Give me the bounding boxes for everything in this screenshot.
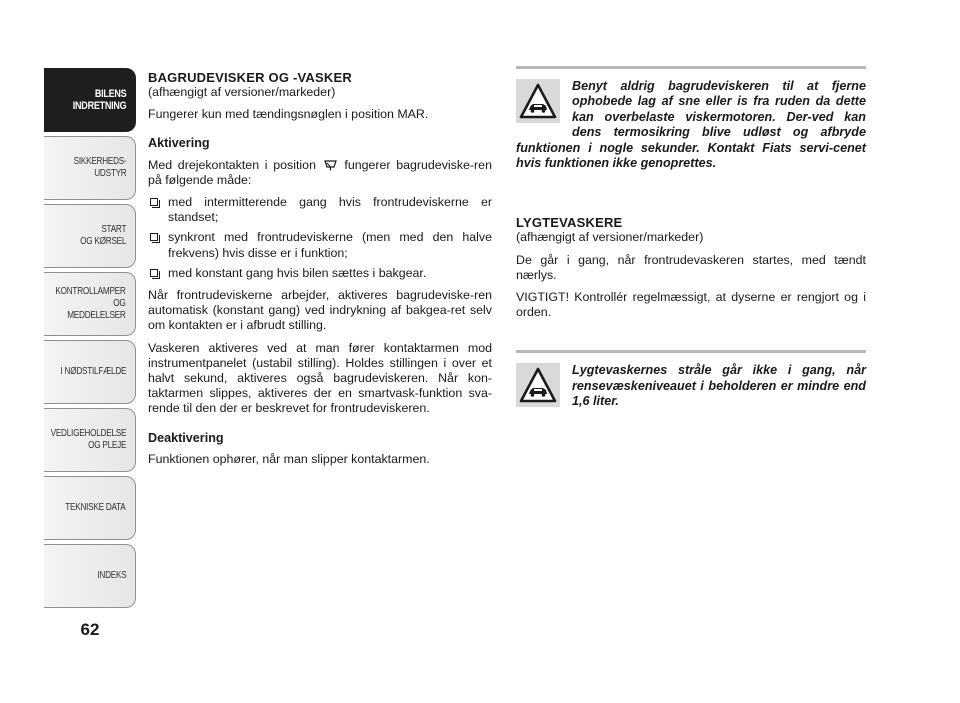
tab-tekniske-data[interactable] [44,476,136,540]
tab-i-nodstilfaelde[interactable] [44,340,136,404]
page-number: 62 [80,620,100,639]
activation-text-a: Med drejekontakten i position [148,157,316,172]
warning-text: Benyt aldrig bagrudeviskeren til at fjerne ophobede lag af sne eller is fra ruden da dette kan overbelaste viskermotoren. Der-ved kan dens termosikring blive udløst og afbryde funktionen i nogle sekunder. Kontakt Fiats servi-cenet hvis funktionen ikke genoprettes. [516,79,866,171]
rear-wiper-section [148,70,492,474]
headlamp-washer-text: De går i gang, når frontrudevaskeren startes, med tændt nærlys. [516,252,866,282]
tab-label: START OG KØRSEL [79,224,126,247]
checkbox-bullet-icon [150,233,158,241]
chapter-sidebar [44,68,136,612]
checkbox-bullet-icon [150,269,158,277]
deactivation-text: Funktionen ophører, når man slipper kontaktarmen. [148,451,430,466]
tab-label: SIKKERHEDS- UDSTYR [73,156,126,179]
list-item [148,230,492,260]
warning-text: Lygtevaskernes stråle går ikke i gang, når rensevæskeniveauet i beholderen er mindre end 1,6 liter. [572,363,866,409]
tab-label: INDEKS [96,570,126,581]
car-triangle-warning-icon [516,79,560,123]
paragraph-reverse-gear: Når frontrudeviskerne arbejder, aktiveres bagrudeviske-ren automatisk (konstant gang) ved indrykning af bakgea-ret selv om kontakten er i afbrudt stilling. [148,288,492,333]
headlamp-washer-title: LYGTEVASKERE [516,215,623,231]
tab-indeks[interactable] [44,544,136,608]
tab-label: TEKNISKE DATA [65,502,126,513]
tab-sikkerhedsudstyr[interactable] [44,136,136,200]
paragraph-washer: Vaskeren aktiveres ved at man fører kontaktarmen mod instrumentpanelet (ustabil stilling). Holdes stillingen i over et halvt sekund, aktiveres også bagrudeviskeren. Når kon-taktarmen slippes, aktiveres der en smartvask-funktion sva-rende til den der er beskrevet for frontrudeviskeren. [148,340,492,416]
tab-vedligeholdelse[interactable] [44,408,136,472]
right-column [516,66,866,411]
tab-label: BILENS INDRETNING [72,88,126,112]
rear-wiper-icon [324,159,337,171]
section-title: BAGRUDEVISKER OG -VASKER [148,70,352,85]
tab-start-og-korsel[interactable] [44,204,136,268]
section-subtitle: (afhængigt af versioner/markeder) [148,85,336,99]
activation-list [148,195,492,281]
warning-box [516,66,866,171]
headlamp-washer-subtitle: (afhængigt af versioner/markeder) [516,230,704,245]
list-item-text: med konstant gang hvis bilen sættes i bakgear. [168,265,427,280]
tab-label: I NØDSTILFÆLDE [60,366,126,377]
tab-label: VEDLIGEHOLDELSE OG PLEJE [50,428,126,451]
activation-text-b: fungerer bagrudeviske-ren på følgende måde: [148,157,492,187]
intro-text: Fungerer kun med tændingsnøglen i position MAR. [148,107,429,122]
activation-heading: Aktivering [148,136,210,151]
list-item [148,195,492,225]
activation-text [148,158,492,188]
tab-bilens-indretning[interactable] [44,68,136,132]
checkbox-bullet-icon [150,198,158,206]
car-triangle-warning-icon [516,363,560,407]
tab-kontrollamper[interactable] [44,272,136,336]
list-item [148,266,492,281]
list-item-text: med intermitterende gang hvis frontrudeviskerne er standset; [168,195,492,225]
warning-box [516,350,866,409]
tab-label: KONTROLLAMPER OG MEDDELELSER [55,286,126,321]
deactivation-heading: Deaktivering [148,430,224,445]
list-item-text: synkront med frontrudeviskerne (men med den halve frekvens) hvis disse er i funktion; [168,230,492,260]
headlamp-washer-important: VIGTIGT! Kontrollér regelmæssigt, at dyserne er rengjort og i orden. [516,290,866,320]
